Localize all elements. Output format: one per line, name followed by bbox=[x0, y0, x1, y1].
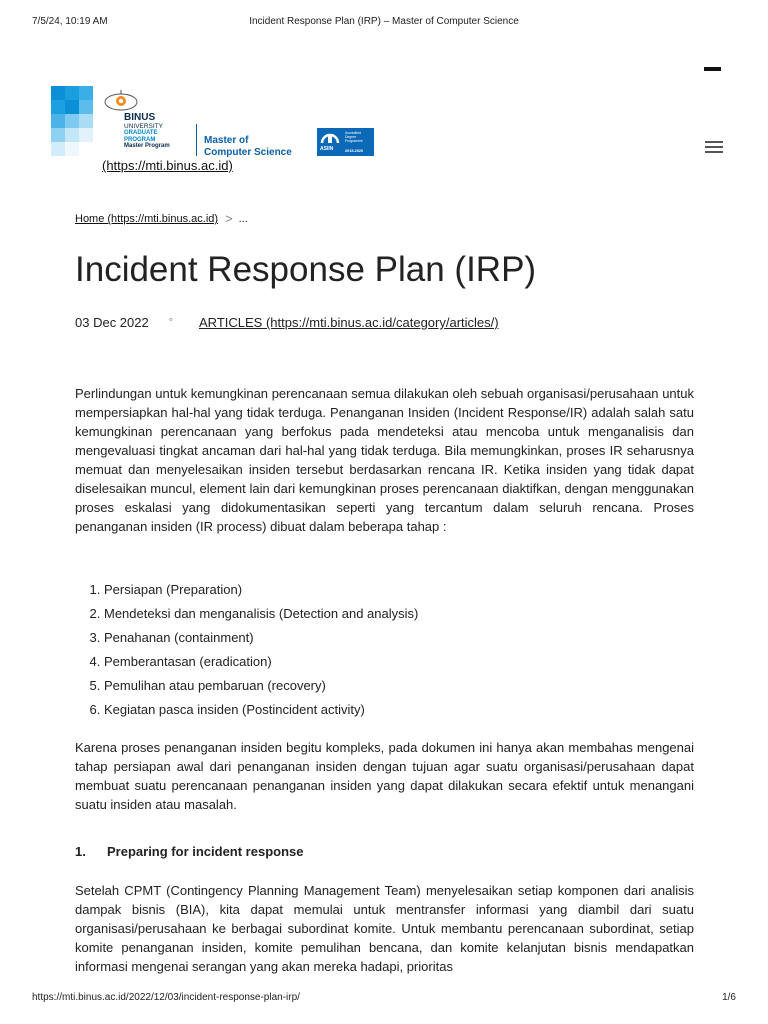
print-tab-title: Incident Response Plan (IRP) – Master of Computer Science bbox=[249, 16, 519, 27]
page-title: Incident Response Plan (IRP) bbox=[75, 250, 537, 289]
list-item: 5. Pemulihan atau pembaruan (recovery) bbox=[104, 674, 694, 698]
print-header bbox=[32, 16, 736, 30]
print-datetime: 7/5/24, 10:19 AM bbox=[32, 16, 108, 27]
binus-wordmark: BINUS UNIVERSITY GRADUATE PROGRAM Master Program bbox=[124, 112, 170, 149]
breadcrumb-current: ... bbox=[238, 213, 248, 225]
hamburger-menu-icon[interactable] bbox=[705, 141, 723, 153]
section-heading bbox=[75, 844, 304, 859]
intro-paragraph: Perlindungan untuk kemungkinan perencanaan semua dilakukan oleh sebuah organisasi/perusahaan untuk mempersiapkan hal-hal yang tidak terduga. Penanganan Insiden (Incident Response/IR) adalah salah satu kemungkinan perencanaan yang berfokus pada mendeteksi atau mencoba untuk menganalisis dan mengevaluasi tingkat ancaman dari hal-hal yang tidak terduga. Bila memungkinkan, proses IR seharusnya memuat dan menyelesaikan insiden tersebut berdasarkan rencana IR. Ketika insiden yang tidak dapat diselesaikan muncul, element lain dari kemungkinan proses perencanaan diaktifkan, dengan menggunakan proses eskalasi yang didokumentasikan seperti yang tercantum dalam seluruh rencana. Proses penanganan insiden (IR process) dibuat dalam beberapa tahap : bbox=[75, 386, 694, 534]
print-footer bbox=[32, 992, 736, 1006]
section-number: 1. bbox=[75, 844, 86, 859]
binus-emblem-icon bbox=[103, 88, 139, 114]
asiin-caption: Accredited Degree Programme bbox=[345, 131, 363, 143]
section-title: Preparing for incident response bbox=[107, 844, 304, 859]
list-item: 1. Persiapan (Preparation) bbox=[104, 578, 694, 602]
logo-link[interactable]: (https://mti.binus.ac.id) bbox=[102, 158, 233, 173]
process-steps-list bbox=[75, 578, 694, 722]
asiin-label: ASIIN bbox=[320, 146, 334, 152]
meta-bullet-icon: ◦ bbox=[169, 314, 173, 326]
post-date: 03 Dec 2022 bbox=[75, 315, 149, 330]
breadcrumb-separator-icon: > bbox=[225, 211, 233, 226]
paragraph-3: Setelah CPMT (Contingency Planning Management Team) menyelesaikan setiap komponen dari analisis dampak bisnis (BIA), kita dapat memulai untuk mentransfer informasi yang diambil dari suatu organisasi/perusahaan ke berbagai subordinat komite. Untuk membantu perencanaan subordinat, setiap komite penanganan insiden, komite pemulihan bencana, dan komite kelanjutan bisnis mendapatkan informasi mengenai serangan yang akan mereka hadapi, prioritas bbox=[75, 883, 694, 974]
post-meta bbox=[75, 314, 499, 330]
site-logo[interactable] bbox=[51, 86, 381, 161]
asiin-years: 2015-2020 bbox=[345, 149, 364, 153]
list-item: 4. Pemberantasan (eradication) bbox=[104, 650, 694, 674]
list-item: 6. Kegiatan pasca insiden (Postincident activity) bbox=[104, 698, 694, 722]
logo-divider bbox=[196, 124, 197, 156]
paragraph-2: Karena proses penanganan insiden begitu kompleks, pada dokumen ini hanya akan membahas mengenai tahap persiapan awal dari penanganan insiden dengan tujuan agar suatu organisasi/perusahaan dapat membuat suatu perencanaan penanganan insiden yang dapat dilakukan secara efektif untuk menangani suatu insiden atau masalah. bbox=[75, 740, 694, 812]
program-name: Master of Computer Science bbox=[204, 135, 292, 158]
list-item: 3. Penahanan (containment) bbox=[104, 626, 694, 650]
print-page-number: 1/6 bbox=[722, 992, 736, 1003]
breadcrumb-home-link[interactable]: Home (https://mti.binus.ac.id) bbox=[75, 213, 219, 225]
breadcrumb bbox=[75, 210, 248, 225]
print-footer-url: https://mti.binus.ac.id/2022/12/03/incident-response-plan-irp/ bbox=[32, 992, 300, 1003]
asiin-badge bbox=[317, 128, 374, 156]
mosaic-logo-icon bbox=[51, 86, 93, 158]
menu-dash-icon[interactable] bbox=[704, 67, 721, 71]
list-item: 2. Mendeteksi dan menganalisis (Detection and analysis) bbox=[104, 602, 694, 626]
category-link[interactable]: ARTICLES (https://mti.binus.ac.id/category/articles/) bbox=[199, 315, 499, 330]
